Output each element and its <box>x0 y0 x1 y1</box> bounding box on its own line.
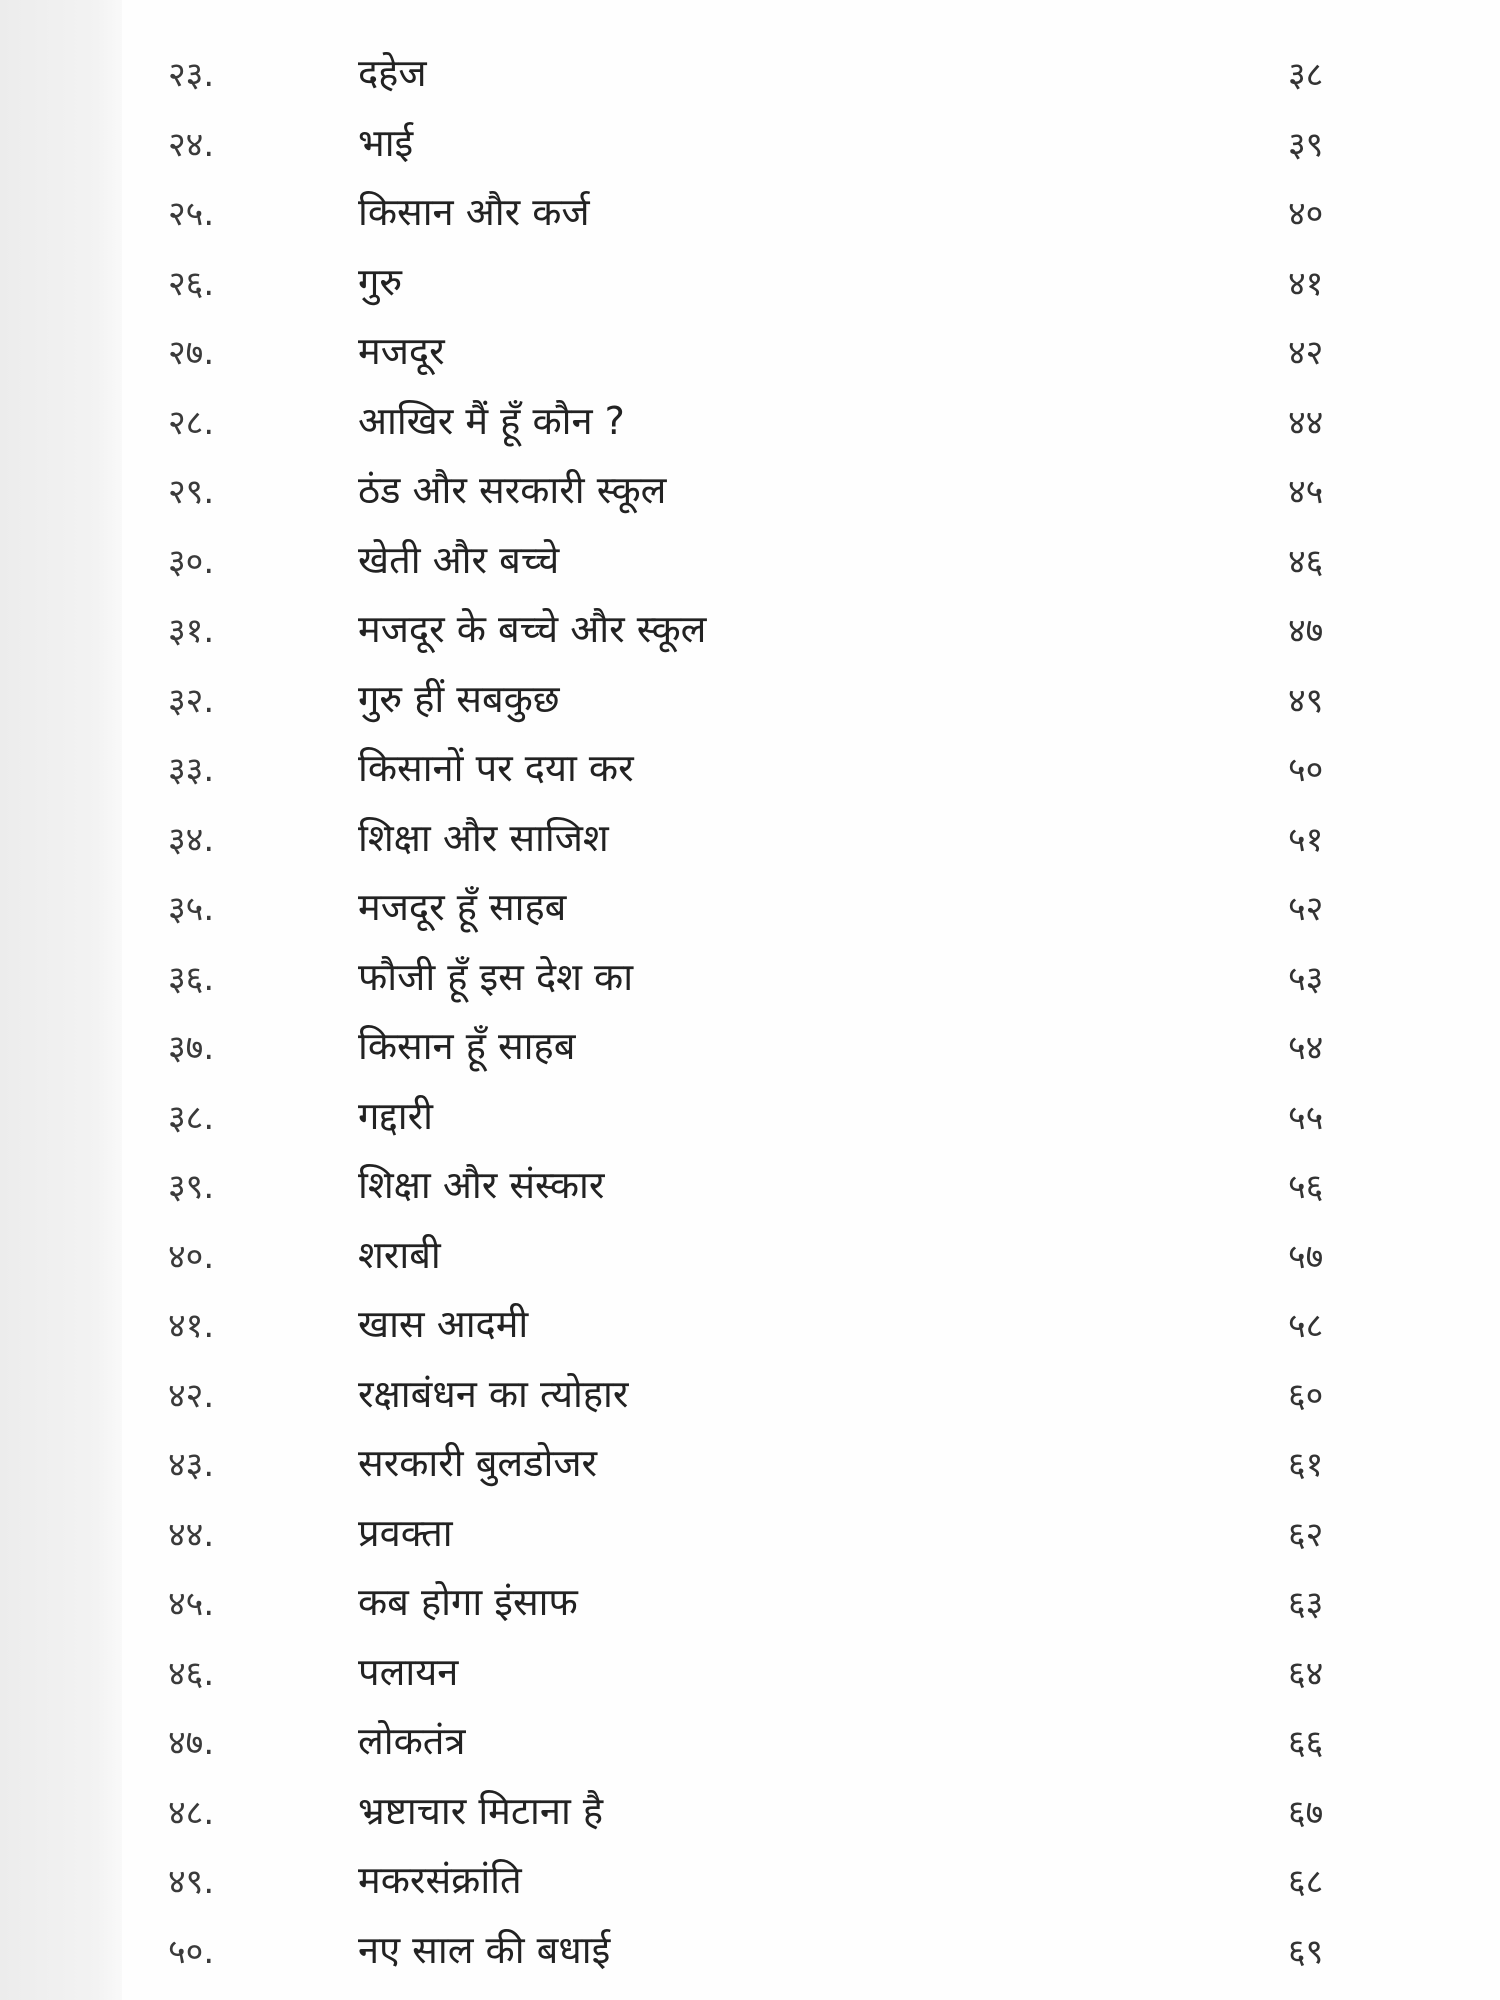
entry-title: प्रवक्ता <box>358 1510 453 1555</box>
entry-number: ४९. <box>168 1862 215 1902</box>
entry-page-number: ४२ <box>1288 333 1324 373</box>
entry-page-number: ४७ <box>1288 611 1324 651</box>
entry-title: सरकारी बुलडोजर <box>358 1441 598 1485</box>
toc-entry <box>0 392 1500 452</box>
entry-number: ३८. <box>168 1097 215 1138</box>
entry-number: २४. <box>168 124 215 165</box>
entry-number: ५०. <box>168 1931 215 1972</box>
entry-page-number: ६६ <box>1288 1723 1324 1763</box>
entry-number: ४२. <box>168 1375 215 1416</box>
entry-title: गुरु <box>358 259 403 304</box>
entry-number: ४५. <box>168 1584 215 1624</box>
entry-page-number: ३८ <box>1288 55 1324 95</box>
toc-entry <box>0 114 1500 174</box>
entry-title: कब होगा इंसाफ <box>358 1580 578 1624</box>
entry-page-number: ५७ <box>1288 1236 1324 1277</box>
toc-entry <box>0 1295 1500 1355</box>
entry-page-number: ४४ <box>1288 402 1324 443</box>
entry-number: ४६. <box>168 1653 215 1694</box>
toc-entry <box>0 1504 1500 1564</box>
entry-title: शराबी <box>358 1232 441 1277</box>
entry-page-number: ६९ <box>1288 1931 1324 1972</box>
toc-entry <box>0 1226 1500 1286</box>
entry-title: भ्रष्टाचार मिटाना है <box>358 1788 604 1833</box>
entry-page-number: ६३ <box>1288 1584 1324 1624</box>
entry-number: ३०. <box>168 541 215 582</box>
entry-number: ३५. <box>168 889 215 929</box>
entry-number: २६. <box>168 263 215 304</box>
entry-page-number: ४९ <box>1288 680 1324 721</box>
toc-entry <box>0 948 1500 1008</box>
entry-title: गद्दारी <box>358 1093 434 1138</box>
toc-entry <box>0 1643 1500 1703</box>
toc-entry <box>0 600 1500 660</box>
entry-page-number: ६१ <box>1288 1445 1324 1485</box>
toc-entry <box>0 809 1500 869</box>
entry-number: ३६. <box>168 958 215 999</box>
toc-entry <box>0 1017 1500 1077</box>
entry-page-number: ५३ <box>1288 958 1324 999</box>
entry-number: ४७. <box>168 1723 215 1763</box>
toc-entry <box>0 1921 1500 1981</box>
entry-number: २५. <box>168 194 215 234</box>
entry-page-number: ५० <box>1288 750 1324 790</box>
entry-number: ४०. <box>168 1236 215 1277</box>
entry-number: २३. <box>168 55 215 95</box>
toc-entry <box>0 1712 1500 1772</box>
entry-number: २८. <box>168 402 215 443</box>
entry-number: २७. <box>168 333 215 373</box>
entry-page-number: ४५ <box>1288 472 1324 512</box>
entry-page-number: ४६ <box>1288 541 1324 582</box>
entry-page-number: ५४ <box>1288 1028 1324 1068</box>
entry-title: रक्षाबंधन का त्योहार <box>358 1371 629 1416</box>
entry-title: मजदूर हूँ साहब <box>358 885 567 929</box>
entry-page-number: ६८ <box>1288 1862 1324 1902</box>
toc-entry <box>0 1782 1500 1842</box>
entry-title: भाई <box>358 120 414 165</box>
entry-page-number: ६७ <box>1288 1792 1324 1833</box>
entry-number: ३३. <box>168 750 215 790</box>
toc-entry <box>0 322 1500 382</box>
entry-page-number: ६२ <box>1288 1514 1324 1555</box>
entry-page-number: ६० <box>1288 1375 1324 1416</box>
toc-entry <box>0 1573 1500 1633</box>
entry-number: २९. <box>168 472 215 512</box>
entry-title: आखिर मैं हूँ कौन ? <box>358 398 625 443</box>
entry-page-number: ५१ <box>1288 819 1324 860</box>
entry-title: मजदूर के बच्चे और स्कूल <box>358 607 707 651</box>
entry-title: शिक्षा और साजिश <box>358 815 609 860</box>
entry-page-number: ३९ <box>1288 124 1324 165</box>
entry-title: गुरु हीं सबकुछ <box>358 676 560 721</box>
entry-number: ४१. <box>168 1306 215 1346</box>
toc-entry <box>0 1087 1500 1147</box>
entry-page-number: ४१ <box>1288 263 1324 304</box>
entry-number: ४३. <box>168 1445 215 1485</box>
entry-page-number: ६४ <box>1288 1653 1324 1694</box>
entry-number: ३७. <box>168 1028 215 1068</box>
entry-title: लोकतंत्र <box>358 1719 466 1763</box>
entry-title: दहेज <box>358 51 427 95</box>
entry-page-number: ५८ <box>1288 1306 1324 1346</box>
entry-page-number: ५६ <box>1288 1167 1324 1207</box>
entry-title: किसानों पर दया कर <box>358 746 634 790</box>
toc-entry <box>0 461 1500 521</box>
entry-page-number: ५५ <box>1288 1097 1324 1138</box>
entry-title: फौजी हूँ इस देश का <box>358 954 634 999</box>
entry-number: ३१. <box>168 611 215 651</box>
toc-entry <box>0 1156 1500 1216</box>
toc-entry <box>0 531 1500 591</box>
entry-title: मकरसंक्रांति <box>358 1858 522 1902</box>
toc-entry <box>0 1365 1500 1425</box>
toc-entry <box>0 253 1500 313</box>
entry-title: मजदूर <box>358 329 445 373</box>
entry-number: ४८. <box>168 1792 215 1833</box>
entry-title: पलायन <box>358 1649 459 1694</box>
toc-entry <box>0 878 1500 938</box>
entry-number: ४४. <box>168 1514 215 1555</box>
toc-entry <box>0 1434 1500 1494</box>
entry-number: ३२. <box>168 680 215 721</box>
entry-title: किसान और कर्ज <box>358 190 590 234</box>
entry-title: नए साल की बधाई <box>358 1927 611 1972</box>
toc-entry <box>0 739 1500 799</box>
entry-number: ३४. <box>168 819 215 860</box>
toc-entry <box>0 183 1500 243</box>
entry-title: खास आदमी <box>358 1302 529 1346</box>
entry-title: शिक्षा और संस्कार <box>358 1163 605 1207</box>
toc-entry <box>0 1851 1500 1911</box>
entry-page-number: ५२ <box>1288 889 1324 929</box>
entry-title: खेती और बच्चे <box>358 537 560 582</box>
toc-entry <box>0 670 1500 730</box>
entry-page-number: ४० <box>1288 194 1324 234</box>
toc-entry <box>0 44 1500 104</box>
entry-number: ३९. <box>168 1167 215 1207</box>
entry-title: किसान हूँ साहब <box>358 1024 576 1068</box>
entry-title: ठंड और सरकारी स्कूल <box>358 468 667 512</box>
